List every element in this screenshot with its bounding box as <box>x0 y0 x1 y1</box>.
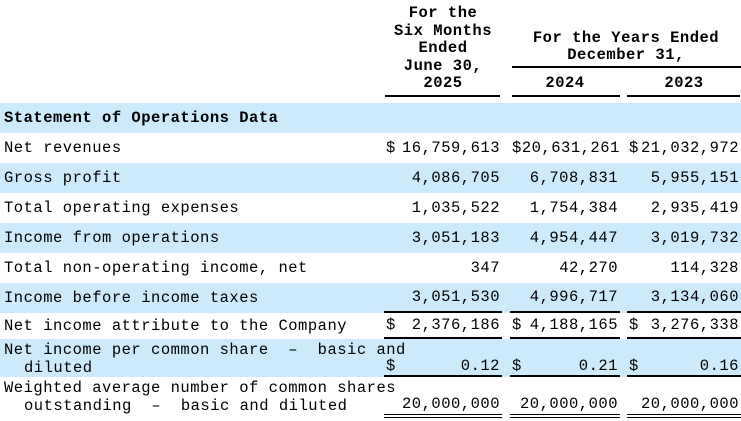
row-label: Net revenues <box>4 139 122 157</box>
currency-symbol: $ <box>629 139 639 157</box>
cell-value: 5,955,151 <box>650 169 739 187</box>
table-row-gross-profit <box>0 163 741 193</box>
value-cell <box>384 283 502 313</box>
row-label: Net income attribute to the Company <box>4 317 348 335</box>
cell-value: 16,759,613 <box>401 139 500 157</box>
header-line: Ended <box>418 39 468 58</box>
table-row-net-income <box>0 313 741 339</box>
cell-value: 0.16 <box>699 357 739 375</box>
table-row-net-revenues <box>0 133 741 163</box>
row-label-line1: Net income per common share – basic and <box>4 341 406 359</box>
table-row-non-operating-income <box>0 253 741 283</box>
cell-value: 3,276,338 <box>650 316 739 334</box>
value-cell <box>627 163 741 193</box>
header-line: December 31, <box>567 46 685 64</box>
value-cell <box>510 223 620 253</box>
cell-value: 20,000,000 <box>401 395 500 413</box>
cell-value: 114,328 <box>670 259 739 277</box>
value-cell <box>627 313 741 339</box>
header-line: For the <box>408 4 478 22</box>
value-cell <box>510 377 620 421</box>
cell-value: 20,631,261 <box>521 139 620 157</box>
cell-value: 4,996,717 <box>529 288 618 306</box>
value-cell <box>384 223 502 253</box>
table-row-section-title <box>0 103 741 133</box>
value-cell <box>627 283 741 313</box>
value-cell <box>510 193 620 223</box>
value-cell <box>384 133 502 163</box>
header-rule-2025 <box>385 95 500 97</box>
header-rule-2023 <box>627 95 740 97</box>
cell-value: 3,019,732 <box>650 229 739 247</box>
row-label: Gross profit <box>4 169 122 187</box>
cell-value: 2,935,419 <box>650 199 739 217</box>
value-cell <box>384 377 502 421</box>
currency-symbol: $ <box>386 357 396 375</box>
col-header-2023: 2023 <box>664 74 704 92</box>
value-cell <box>384 193 502 223</box>
header-rule-years-ended <box>512 66 741 68</box>
cell-value: 21,032,972 <box>640 139 739 157</box>
value-cell <box>510 163 620 193</box>
cell-value: 1,035,522 <box>411 199 500 217</box>
header-line: 2025 <box>423 74 463 93</box>
cell-value: 6,708,831 <box>529 169 618 187</box>
cell-value: 3,051,530 <box>411 288 500 306</box>
value-cell <box>510 313 620 339</box>
table-row-total-operating-expenses <box>0 193 741 223</box>
value-cell <box>384 313 502 339</box>
currency-symbol: $ <box>386 316 396 334</box>
header-line: Six Months <box>393 21 492 40</box>
row-label <box>0 377 397 421</box>
currency-symbol: $ <box>386 139 396 157</box>
value-cell <box>384 163 502 193</box>
value-cell <box>627 133 741 163</box>
row-label-line2: outstanding – basic and diluted <box>24 397 348 415</box>
currency-symbol: $ <box>512 139 522 157</box>
table-header <box>0 0 741 103</box>
header-rule-2024 <box>512 95 620 97</box>
value-cell <box>627 339 741 377</box>
cell-value: 4,954,447 <box>529 229 618 247</box>
cell-value: 4,188,165 <box>529 316 618 334</box>
value-cell <box>384 339 502 377</box>
cell-value: 2,376,186 <box>411 316 500 334</box>
value-cell <box>384 253 502 283</box>
cell-value: 3,134,060 <box>650 288 739 306</box>
cell-value: 0.21 <box>578 357 618 375</box>
cell-value: 20,000,000 <box>519 395 618 413</box>
col-header-years-ended <box>511 30 741 64</box>
section-title: Statement of Operations Data <box>4 109 279 127</box>
value-cell <box>510 339 620 377</box>
table-row-income-before-taxes <box>0 283 741 313</box>
value-cell <box>627 223 741 253</box>
currency-symbol: $ <box>512 357 522 375</box>
currency-symbol: $ <box>629 316 639 334</box>
value-cell <box>627 377 741 421</box>
table-row-income-from-operations <box>0 223 741 253</box>
currency-symbol: $ <box>512 316 522 334</box>
value-cell <box>510 133 620 163</box>
cell-value: 4,086,705 <box>411 169 500 187</box>
row-label-line2: diluted <box>24 359 93 377</box>
col-header-2024: 2024 <box>545 74 585 92</box>
value-cell <box>627 193 741 223</box>
row-label: Total operating expenses <box>4 199 240 217</box>
cell-value: 20,000,000 <box>640 395 739 413</box>
cell-value: 42,270 <box>559 259 618 277</box>
table-row-weighted-average-shares <box>0 377 741 421</box>
value-cell <box>627 253 741 283</box>
cell-value: 1,754,384 <box>529 199 618 217</box>
row-label: Total non-operating income, net <box>4 259 308 277</box>
currency-symbol: $ <box>629 357 639 375</box>
header-line: June 30, <box>403 56 483 75</box>
table-row-income-per-share <box>0 339 741 377</box>
value-cell <box>510 253 620 283</box>
cell-value: 0.12 <box>460 357 500 375</box>
row-label: Income from operations <box>4 229 220 247</box>
cell-value: 3,051,183 <box>411 229 500 247</box>
cell-value: 347 <box>470 259 500 277</box>
row-label-line1: Weighted average number of common shares <box>4 379 397 397</box>
row-label: Income before income taxes <box>4 289 259 307</box>
header-line: For the Years Ended <box>532 29 720 47</box>
row-label <box>0 339 406 377</box>
value-cell <box>510 283 620 313</box>
col-header-six-months <box>384 5 502 93</box>
